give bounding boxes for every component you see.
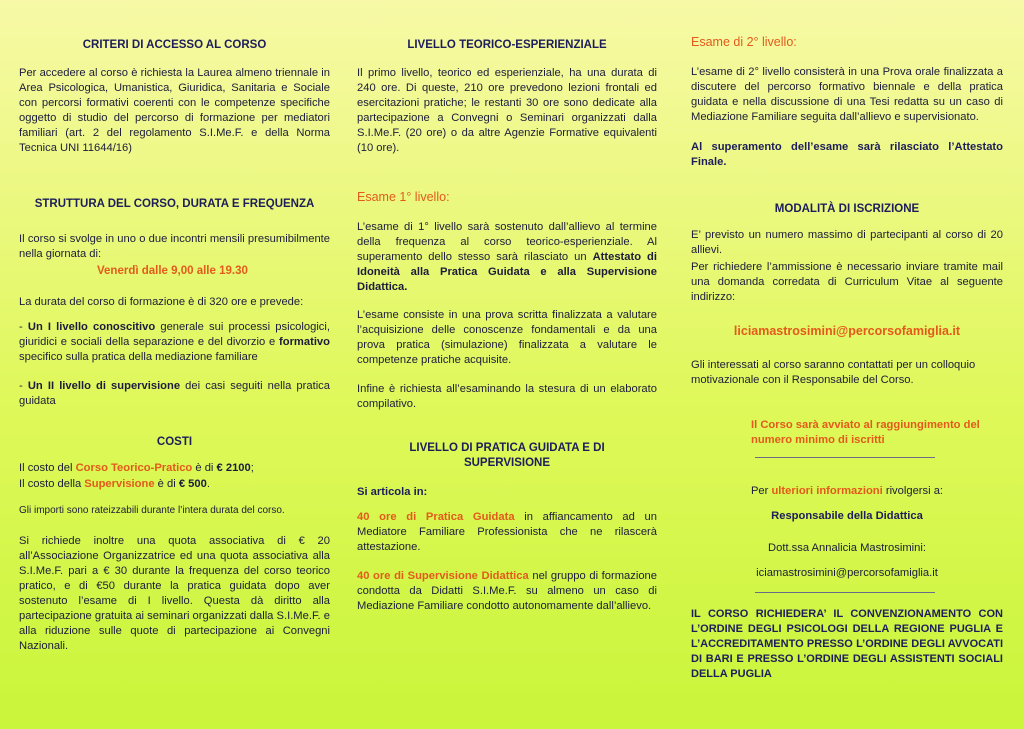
info-line: Per ulteriori informazioni rivolgersi a: (750, 485, 944, 497)
criteri-title: CRITERI DI ACCESSO AL CORSO (82, 39, 267, 51)
modalita-title: MODALITÀ DI ISCRIZIONE (774, 203, 920, 215)
esame2-text: L’esame di 2° livello consisterà in una Prova orale finalizzata a discutere del percorso formativo biennale e della pratica guidata e nella discussione di una Tesi redatta su un caso di Mediazione Familiare seguita dall’allievo e supervisionato. (691, 66, 1003, 123)
struttura-durata: La durata del corso di formazione è di 320 ore e prevede: (19, 296, 304, 308)
email-iscrizione[interactable]: liciamastrosimini@percorsofamiglia.it (733, 324, 961, 338)
esame1-text3: Infine è richiesta all’esaminando la stesura di un elaborato compilativo. (357, 383, 657, 410)
esame1-text2: L’esame consiste in una prova scritta finalizzata a valutare l’acquisizione delle conoscenze fondamentali e da una prova pratica (simulazione) finalizzata a valutare le competenze pratiche acquisite. (357, 309, 657, 366)
email-contatto[interactable]: iciamastrosimini@percorsofamiglia.it (756, 567, 938, 579)
struttura-title: STRUTTURA DEL CORSO, DURATA E FREQUENZA (34, 198, 315, 210)
pratica-title: LIVELLO DI PRATICA GUIDATA E DI SUPERVISIONE (409, 442, 605, 469)
articola-label: Si articola in: (357, 486, 428, 498)
livello-teorico-text: Il primo livello, teorico ed esperienziale, ha una durata di 240 ore. Di queste, 210 ore prevedono lezioni frontali ed esercitazioni pratiche; le restanti 30 ore sono dedicate alla partecipazione a Convegni o Seminari organizzati dalla S.I.Me.F. (20 ore) o da altre Agenzie Formative equivalenti (10 ore). (357, 67, 657, 154)
livello-teorico-title: LIVELLO TEORICO-ESPERIENZIALE (407, 39, 607, 51)
divider-2 (755, 592, 935, 593)
interessati-text: Gli interessati al corso saranno contattati per un colloquio motivazionale con il Responsabile del Corso. (691, 359, 976, 386)
esame2-bold: Al superamento dell’esame sarà rilasciato l’Attestato Finale. (691, 141, 1003, 168)
modalita-text2: Per richiedere l’ammissione è necessario inviare tramite mail una domanda corredata di Curriculum Vitae al seguente indirizzo: (691, 261, 1003, 303)
livello-2-item: - Un II livello di supervisione dei casi seguiti nella pratica guidata (19, 380, 330, 407)
ore-supervisione-didattica: 40 ore di Supervisione Didattica nel gruppo di formazione condotta da Didatti S.I.Me.F. su almeno un caso di Mediazione Familiare condotto autonomamente dall’allievo. (357, 570, 658, 612)
costo-supervisione: Il costo della Supervisione è di € 500. (19, 478, 210, 490)
esame1-title: Esame 1° livello: (357, 190, 450, 204)
criteri-text: Per accedere al corso è richiesta la Laurea almeno triennale in Area Psicologica, Umanistica, Giuridica, Sanitaria e Sociale con percorsi formativi coerenti con le competenze specifiche oggetto di studio del percorso di formazione per mediatori familiari (art. 2 del regolamento S.I.Me.F. e della Norma Tecnica UNI 11644/16) (19, 67, 330, 154)
dott-name: Dott.ssa Annalicia Mastrosimini: (768, 542, 926, 554)
struttura-day: Venerdì dalle 9,00 alle 19.30 (97, 265, 248, 277)
costi-title: COSTI (156, 436, 193, 448)
costo-corso: Il costo del Corso Teorico-Pratico è di € 2100; (19, 462, 254, 474)
responsabile-label: Responsabile della Didattica (771, 510, 923, 522)
struttura-intro: Il corso si svolge in uno o due incontri mensili presumibilmente nella giornata di: (19, 233, 330, 260)
livello-1-item: - Un I livello conoscitivo generale sui processi psicologici, giuridici e sociali della separazione e del divorzio e formativo specifico sulla pratica della mediazione familiare (19, 321, 330, 363)
costi-quota: Si richiede inoltre una quota associativa di € 20 all’Associazione Organizzatrice ed una quota associativa alla S.I.Me.F. pari a € 30 durante la frequenza del corso teorico pratico, e di €50 durante la pratica guidata dopo aver sostenuto l’esame di I livello. Questa dà diritto alla partecipazione gratuita ai seminari organizzati dalla S.I.Me.F. e alla riduzione sulle quote di partecipazione ai Convegni Nazionali. (19, 535, 330, 652)
divider-1 (755, 457, 935, 458)
costi-note: Gli importi sono rateizzabili durante l’intera durata del corso. (19, 505, 285, 516)
esame1-text: L’esame di 1° livello sarà sostenuto dall’allievo al termine della frequenza al corso teorico-esperienziale. Al superamento dello stesso sarà rilasciato un Attestato di Idoneità alla Pratica Guidata e alla Supervisione Didattica. (357, 221, 657, 293)
ore-pratica-guidata: 40 ore di Pratica Guidata in affiancamento ad un Mediatore Familiare Professionista che ne rilascerà attestazione. (357, 511, 657, 553)
convenzionamento-text: IL CORSO RICHIEDERA’ IL CONVENZIONAMENTO CON L’ORDINE DEGLI PSICOLOGI DELLA REGIONE PUGLIA E L’ACCREDITAMENTO PRESSO L’ORDINE DEGLI AVVOCATI DI BARI E PRESSO L’ORDINE DEGLI ASSISTENTI SOCIALI DELLA PUGLIA (691, 608, 1003, 680)
modalita-text1: E’ previsto un numero massimo di partecipanti al corso di 20 allievi. (691, 229, 1003, 256)
esame2-title: Esame di 2° livello: (691, 35, 797, 49)
avvio-notice: Il Corso sarà avviato al raggiungimento del numero minimo di iscritti (751, 419, 980, 446)
